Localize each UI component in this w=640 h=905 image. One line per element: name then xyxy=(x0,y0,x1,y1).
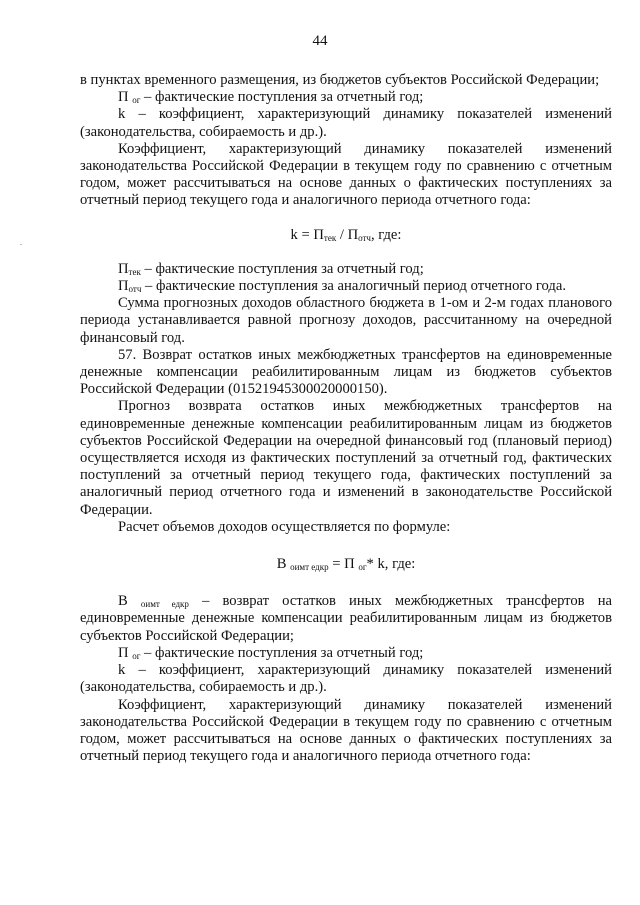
paragraph-forecast: Прогноз возврата остатков иных межбюджетных трансфертов на единовременные денежные компенсации реабилитированным лицам из бюджетов субъектов Российской Федерации на очередной финансовый год (плановый период) осуществляется исходя из фактических поступлений за отчетный год, фактических поступлений за отчетный период текущего года, фактических поступлений за аналогичный период отчетного года и изменений в законодательстве Российской Федерации. xyxy=(80,398,612,518)
definition-p-og xyxy=(80,89,612,106)
subscript-otch: отч xyxy=(358,232,371,243)
symbol-p: П xyxy=(347,226,359,243)
paragraph-coefficient: Коэффициент, характеризующий динамику показателей изменений законодательства Российской Федерации в текущем году по сравнению с отчетным годом, может рассчитываться на основе данных о фактических поступлениях за отчетный период текущего года и аналогичного периода отчетного года: xyxy=(80,140,612,209)
subscript-og: ог xyxy=(358,562,367,573)
paragraph-calculation: Расчет объемов доходов осуществляется по формуле: xyxy=(118,518,451,535)
spacer xyxy=(80,244,612,261)
definition-k: k – коэффициент, характеризующий динамику показателей изменений (законодательства, собираемость и др.). xyxy=(80,106,612,140)
definition-text: – возврат остатков иных межбюджетных трансфертов на единовременные денежные компенсации реабилитированным лицам из бюджетов субъектов Российской Федерации; xyxy=(80,593,612,644)
definition-text: – фактические поступления за отчетный год; xyxy=(140,644,424,661)
paragraph-continuation: в пунктах временного размещения, из бюджетов субъектов Российской Федерации; xyxy=(80,72,600,88)
subscript-tek: тек xyxy=(128,266,141,277)
formula-slash: / xyxy=(336,226,348,243)
definition-p-otch xyxy=(80,278,612,295)
subscript-og: ог xyxy=(132,95,141,106)
subscript-otch: отч xyxy=(128,284,142,295)
definition-text: – фактические поступления за аналогичный период отчетного года. xyxy=(141,278,566,295)
subscript-og: ог xyxy=(132,650,141,661)
formula-k xyxy=(80,227,612,244)
symbol-p: П xyxy=(118,260,129,277)
subscript-oimt: оимт едкр xyxy=(140,599,189,610)
spacer xyxy=(80,573,612,593)
definition-text: – фактические поступления за отчетный год; xyxy=(140,260,424,277)
formula-k-left: k = xyxy=(290,226,314,243)
formula-b xyxy=(80,556,612,573)
definition-p-og-2 xyxy=(80,645,612,662)
paragraph-coefficient-2: Коэффициент, характеризующий динамику показателей изменений законодательства Российской Федерации в текущем году по сравнению с отчетным годом, может рассчитываться на основе данных о фактических поступлениях за отчетный период текущего года и аналогичного периода отчетного года: xyxy=(80,696,612,765)
formula-where: , где: xyxy=(370,226,402,243)
formula-star-k: * k, где: xyxy=(366,556,416,573)
margin-mark xyxy=(20,244,22,245)
symbol-p: П xyxy=(118,278,129,295)
spacer xyxy=(80,210,612,227)
subscript-oimt: оимт едкр xyxy=(290,562,329,573)
symbol-p: П xyxy=(118,644,129,661)
symbol-p: П xyxy=(313,226,324,243)
definition-k-2: k – коэффициент, характеризующий динамику показателей изменений (законодательства, собираемость и др.). xyxy=(80,662,612,696)
page-content xyxy=(80,72,612,765)
symbol-b: В xyxy=(276,556,287,573)
subscript-tek: тек xyxy=(323,232,337,243)
definition-b xyxy=(80,593,612,645)
formula-eq: = П xyxy=(328,556,359,573)
definition-text: – фактические поступления за отчетный год; xyxy=(140,89,424,106)
symbol-p: П xyxy=(118,89,129,106)
page-number: 44 xyxy=(312,33,328,49)
spacer xyxy=(80,536,612,556)
symbol-b: В xyxy=(118,593,128,610)
section-57-heading: 57. Возврат остатков иных межбюджетных трансфертов на единовременные денежные компенсации реабилитированным лицам из бюджетов субъектов Российской Федерации (01521945300020000150). xyxy=(80,346,612,398)
paragraph-sum: Сумма прогнозных доходов областного бюджета в 1-ом и 2-м годах планового периода устанавливается равной прогнозу доходов, рассчитанному на очередной финансовый год. xyxy=(80,295,612,346)
definition-p-tek xyxy=(80,261,612,278)
